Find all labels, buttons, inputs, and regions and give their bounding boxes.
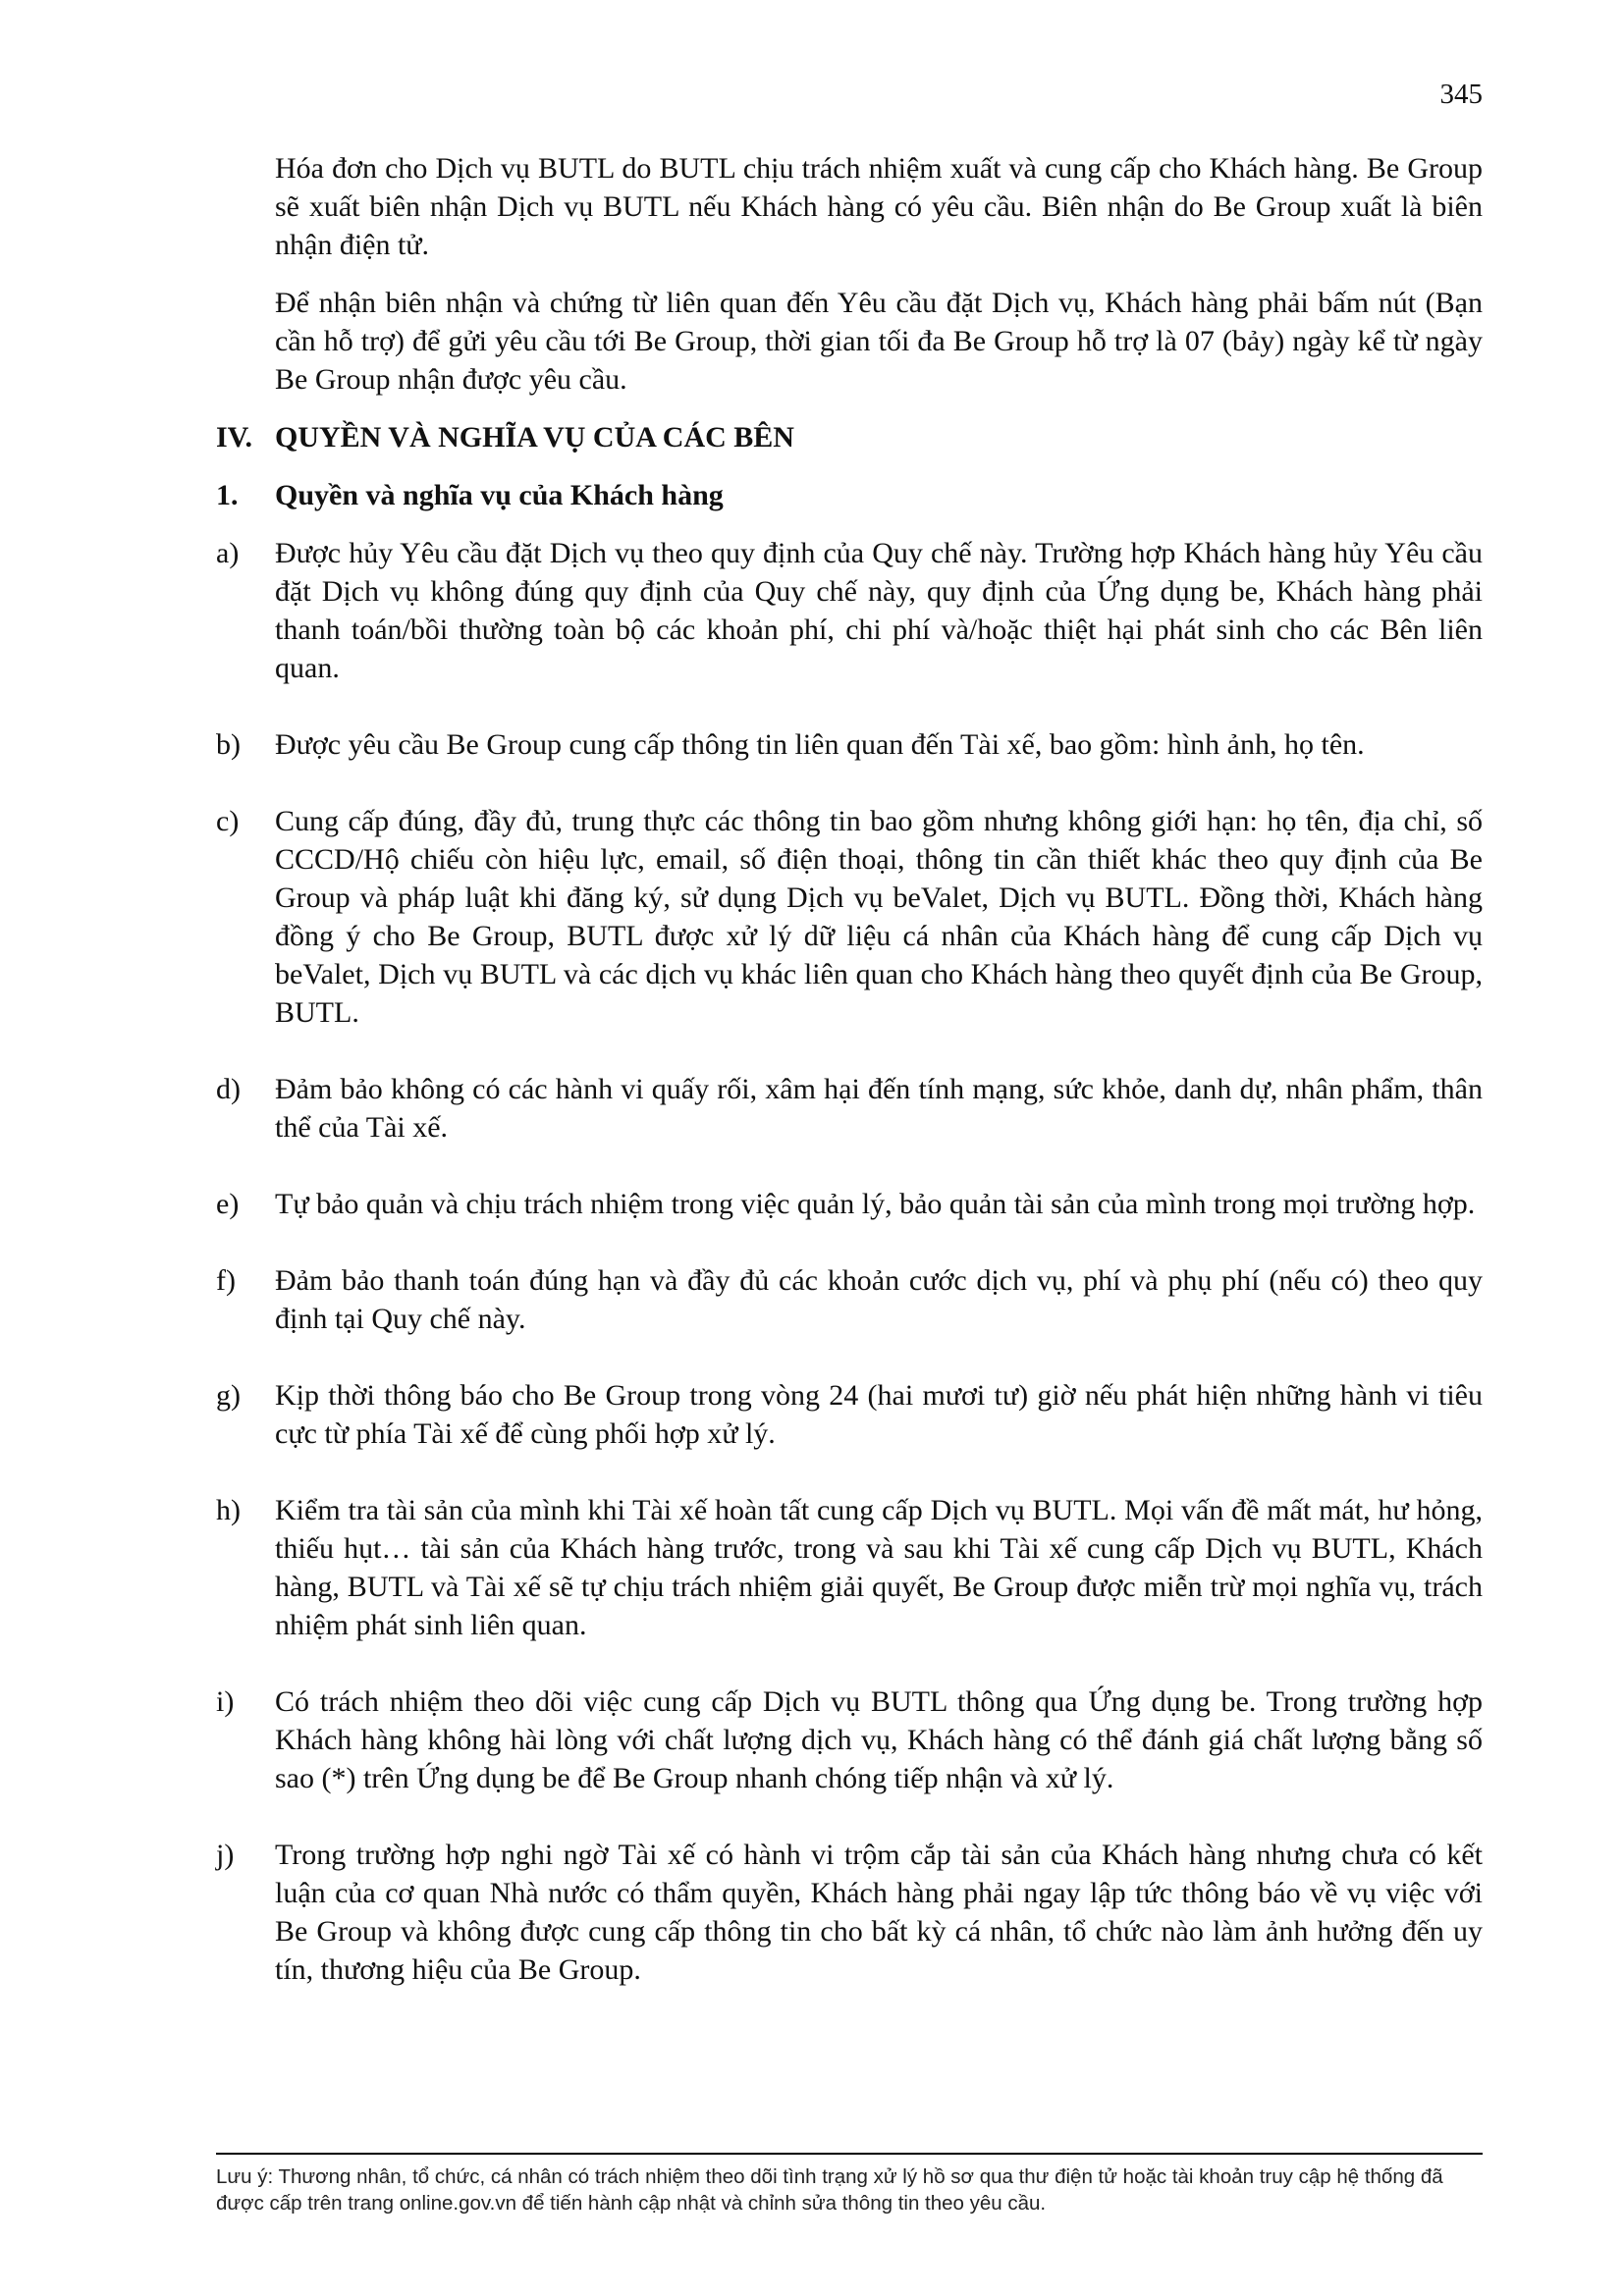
list-item [216, 1376, 1483, 1453]
list-item-label: e) [216, 1188, 240, 1220]
list-item-label: c) [216, 805, 240, 837]
document-body [216, 149, 1483, 2027]
list-item-text: Có trách nhiệm theo dõi việc cung cấp Dịch vụ BUTL thông qua Ứng dụng be. Trong trường hợp Khách hàng không hài lòng với chất lượng dịch vụ, Khách hàng có thể đánh giá chất lượng bằng số sao (*) trên Ứng dụng be để Be Group nhanh chóng tiếp nhận và xử lý. [275, 1685, 1483, 1794]
list-item [216, 1185, 1483, 1223]
subsection-title: Quyền và nghĩa vụ của Khách hàng [275, 479, 724, 511]
section-number: IV. [216, 421, 252, 454]
list-item [216, 534, 1483, 687]
list-item-text: Đảm bảo không có các hành vi quấy rối, xâm hại đến tính mạng, sức khỏe, danh dự, nhân phẩm, thân thể của Tài xế. [275, 1073, 1483, 1144]
list-item-label: i) [216, 1685, 235, 1718]
list-item [216, 802, 1483, 1032]
list-item-label: f) [216, 1264, 236, 1297]
list-item-label: a) [216, 537, 240, 569]
list-item-text: Kịp thời thông báo cho Be Group trong vòng 24 (hai mươi tư) giờ nếu phát hiện những hành vi tiêu cực từ phía Tài xế để cùng phối hợp xử lý. [275, 1379, 1483, 1450]
footnote: Lưu ý: Thương nhân, tổ chức, cá nhân có trách nhiệm theo dõi tình trạng xử lý hồ sơ qua thư điện tử hoặc tài khoản truy cập hệ thống đã được cấp trên trang online.gov.vn để tiến hành cập nhật và chỉnh sửa thông tin theo yêu cầu. [216, 2165, 1443, 2215]
page-number: 345 [1439, 79, 1483, 110]
section-title: QUYỀN VÀ NGHĨA VỤ CỦA CÁC BÊN [275, 421, 794, 454]
intro-paragraph: Để nhận biên nhận và chứng từ liên quan đến Yêu cầu đặt Dịch vụ, Khách hàng phải bấm nút (Bạn cần hỗ trợ) để gửi yêu cầu tới Be Group, thời gian tối đa Be Group hỗ trợ là 07 (bảy) ngày kể từ ngày Be Group nhận được yêu cầu. [275, 287, 1483, 396]
section-heading [216, 418, 1483, 456]
list-item [216, 1491, 1483, 1644]
list-item [216, 1682, 1483, 1797]
list-item-text: Đảm bảo thanh toán đúng hạn và đầy đủ các khoản cước dịch vụ, phí và phụ phí (nếu có) theo quy định tại Quy chế này. [275, 1264, 1483, 1335]
list-item-text: Cung cấp đúng, đầy đủ, trung thực các thông tin bao gồm nhưng không giới hạn: họ tên, địa chỉ, số CCCD/Hộ chiếu còn hiệu lực, email, số điện thoại, thông tin cần thiết khác theo quy định của Be Group và pháp luật khi đăng ký, sử dụng Dịch vụ beValet, Dịch vụ BUTL. Đồng thời, Khách hàng đồng ý cho Be Group, BUTL được xử lý dữ liệu cá nhân của Khách hàng để cung cấp Dịch vụ beValet, Dịch vụ BUTL và các dịch vụ khác liên quan cho Khách hàng theo quyết định của Be Group, BUTL. [275, 805, 1483, 1029]
list-item-label: g) [216, 1379, 241, 1412]
list-item [216, 1261, 1483, 1338]
list-item-text: Trong trường hợp nghi ngờ Tài xế có hành vi trộm cắp tài sản của Khách hàng nhưng chưa có kết luận của cơ quan Nhà nước có thẩm quyền, Khách hàng phải ngay lập tức thông báo về vụ việc với Be Group và không được cung cấp thông tin cho bất kỳ cá nhân, tổ chức nào làm ảnh hưởng đến uy tín, thương hiệu của Be Group. [275, 1839, 1483, 1986]
list-item [216, 1836, 1483, 1989]
list-item-label: d) [216, 1073, 241, 1105]
list-item-text: Kiểm tra tài sản của mình khi Tài xế hoàn tất cung cấp Dịch vụ BUTL. Mọi vấn đề mất mát, hư hỏng, thiếu hụt… tài sản của Khách hàng trước, trong và sau khi Tài xế cung cấp Dịch vụ BUTL, Khách hàng, BUTL và Tài xế sẽ tự chịu trách nhiệm giải quyết, Be Group được miễn trừ mọi nghĩa vụ, trách nhiệm phát sinh liên quan. [275, 1494, 1483, 1641]
list-item-label: b) [216, 728, 241, 761]
list-item-text: Tự bảo quản và chịu trách nhiệm trong việc quản lý, bảo quản tài sản của mình trong mọi trường hợp. [275, 1188, 1476, 1220]
list-item-label: j) [216, 1839, 235, 1871]
list-item-label: h) [216, 1494, 241, 1526]
list-item [216, 1070, 1483, 1147]
list-item [216, 725, 1483, 764]
subsection-number: 1. [216, 479, 239, 511]
list-item-text: Được hủy Yêu cầu đặt Dịch vụ theo quy định của Quy chế này. Trường hợp Khách hàng hủy Yêu cầu đặt Dịch vụ không đúng quy định của Quy chế này, quy định của Ứng dụng be, Khách hàng phải thanh toán/bồi thường toàn bộ các khoản phí, chi phí và/hoặc thiệt hại phát sinh cho các Bên liên quan. [275, 537, 1483, 684]
intro-paragraph: Hóa đơn cho Dịch vụ BUTL do BUTL chịu trách nhiệm xuất và cung cấp cho Khách hàng. Be Group sẽ xuất biên nhận Dịch vụ BUTL nếu Khách hàng có yêu cầu. Biên nhận do Be Group xuất là biên nhận điện tử. [275, 152, 1483, 261]
list-item-text: Được yêu cầu Be Group cung cấp thông tin liên quan đến Tài xế, bao gồm: hình ảnh, họ tên. [275, 728, 1365, 761]
subsection-heading [216, 476, 1483, 514]
footer-divider [216, 2153, 1483, 2155]
